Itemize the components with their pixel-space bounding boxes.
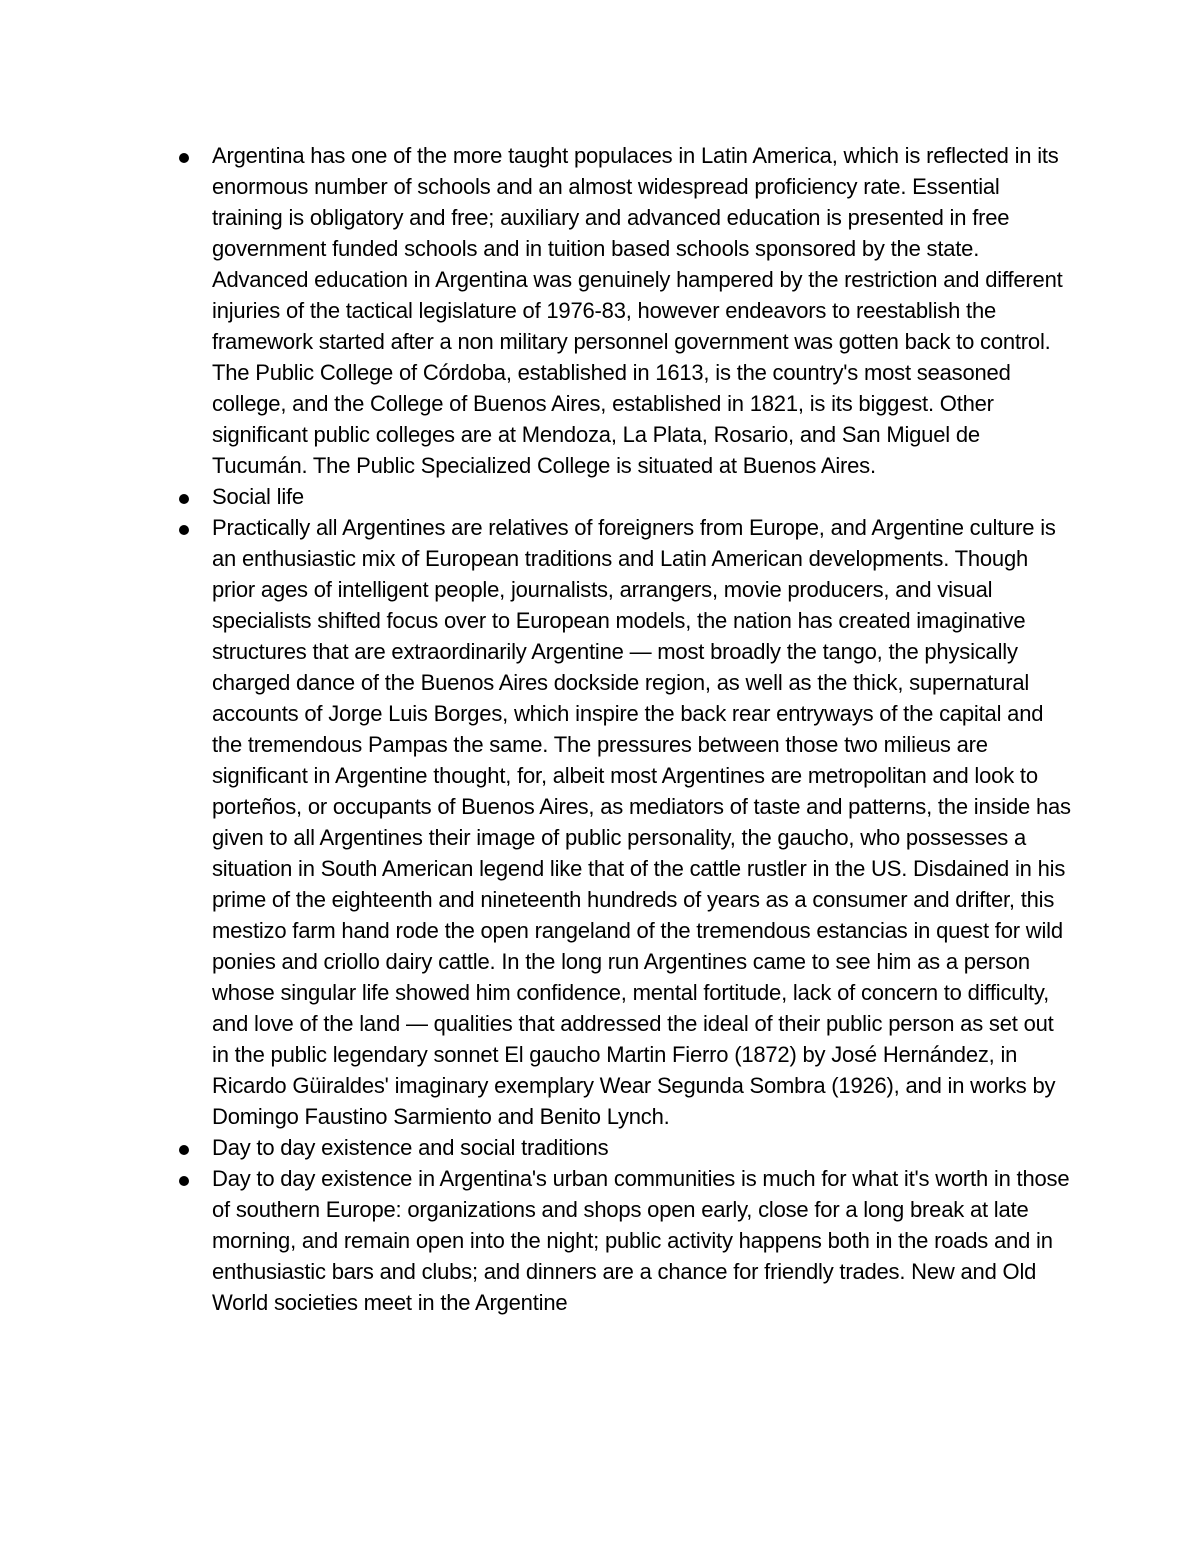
list-item <box>0 481 1072 512</box>
list-item <box>0 512 1072 1132</box>
list-item <box>0 1163 1072 1318</box>
heading-social-life: Social life <box>212 484 304 509</box>
bullet-list <box>0 140 1200 1318</box>
heading-daily-life: Day to day existence and social traditions <box>212 1135 609 1160</box>
bullet-icon <box>179 153 189 163</box>
bullet-icon <box>179 525 189 535</box>
paragraph-culture: Practically all Argentines are relatives of foreigners from Europe, and Argentine culture is an enthusiastic mix of European traditions and Latin American developments. Though prior ages of intelligent people, journalists, arrangers, movie producers, and visual specialists shifted focus over to European models, the nation has created imaginative structures that are extraordinarily Argentine — most broadly the tango, the physically charged dance of the Buenos Aires dockside region, as well as the thick, supernatural accounts of Jorge Luis Borges, which inspire the back rear entryways of the capital and the tremendous Pampas the same. The pressures between those two milieus are significant in Argentine thought, for, albeit most Argentines are metropolitan and look to porteños, or occupants of Buenos Aires, as mediators of taste and patterns, the inside has given to all Argentines their image of public personality, the gaucho, who possesses a situation in South American legend like that of the cattle rustler in the US. Disdained in his prime of the eighteenth and nineteenth hundreds of years as a consumer and drifter, this mestizo farm hand rode the open rangeland of the tremendous estancias in quest for wild ponies and criollo dairy cattle. In the long run Argentines came to see him as a person whose singular life showed him confidence, mental fortitude, lack of concern to difficulty, and love of the land — qualities that addressed the ideal of their public person as set out in the public legendary sonnet El gaucho Martin Fierro (1872) by José Hernández, in Ricardo Güiraldes' imaginary exemplary Wear Segunda Sombra (1926), and in works by Domingo Faustino Sarmiento and Benito Lynch. <box>212 515 1071 1129</box>
bullet-icon <box>179 1145 189 1155</box>
paragraph-daily-life: Day to day existence in Argentina's urban communities is much for what it's worth in those of southern Europe: organizations and shops open early, close for a long break at late morning, and remain open into the night; public activity happens both in the roads and in enthusiastic bars and clubs; and dinners are a chance for friendly trades. New and Old World societies meet in the Argentine <box>212 1166 1070 1315</box>
bullet-icon <box>179 1176 189 1186</box>
list-item <box>0 140 1072 481</box>
list-item <box>0 1132 1072 1163</box>
bullet-icon <box>179 494 189 504</box>
paragraph-education: Argentina has one of the more taught populaces in Latin America, which is reflected in its enormous number of schools and an almost widespread proficiency rate. Essential training is obligatory and free; auxiliary and advanced education is presented in free government funded schools and in tuition based schools sponsored by the state. Advanced education in Argentina was genuinely hampered by the restriction and different injuries of the tactical legislature of 1976-83, however endeavors to reestablish the framework started after a non military personnel government was gotten back to control. The Public College of Córdoba, established in 1613, is the country's most seasoned college, and the College of Buenos Aires, established in 1821, is its biggest. Other significant public colleges are at Mendoza, La Plata, Rosario, and San Miguel de Tucumán. The Public Specialized College is situated at Buenos Aires. <box>212 143 1063 478</box>
